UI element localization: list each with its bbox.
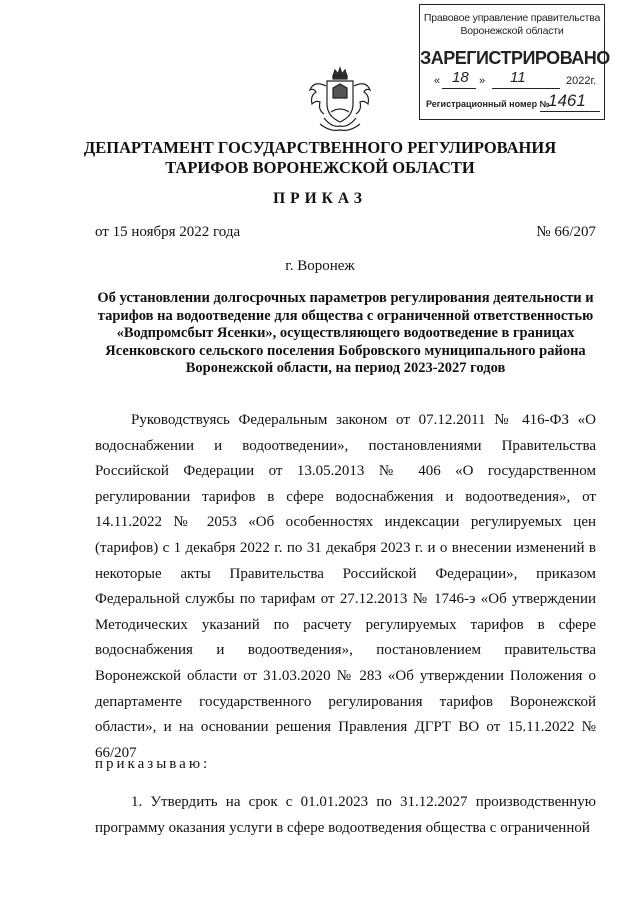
- stamp-date-day: 18: [452, 69, 469, 86]
- order-number: № 66/207: [536, 224, 596, 240]
- stamp-date-close-quote: »: [479, 75, 486, 87]
- stamp-reg-label: Регистрационный номер №: [426, 99, 550, 109]
- order-city: г. Воронеж: [285, 258, 355, 274]
- preamble-paragraph: Руководствуясь Федеральным законом от 07.12.2011 № 416-ФЗ «О водоснабжении и водоотведении», постановлениями Правительства Российской Федерации от 13.05.2013 № 406 «О государственном регулировании тарифов в сфере водоснабжения и водоотведения», от 14.11.2022 № 2053 «Об особенностях индексации регулируемых цен (тарифов) с 1 декабря 2022 г. по 31 декабря 2023 г. и о внесении изменений в некоторые акты Правительства Российской Федерации», приказом Федеральной службы по тарифам от 27.12.2013 № 1746-э «Об утверждении Методических указаний по расчету регулируемых тарифов в сфере водоснабжения и водоотведения», постановлением правительства Воронежской области от 31.03.2020 № 283 «Об утверждении Положения о департаменте государственного регулирования тарифов Воронежской области», и на основании решения Правления ДГРТ ВО от 15.11.2022 № 66/207: [95, 412, 596, 761]
- department-name: ДЕПАРТАМЕНТ ГОСУДАРСТВЕННОГО РЕГУЛИРОВАНИЯ ТАРИФОВ ВОРОНЕЖСКОЙ ОБЛАСТИ: [83, 138, 557, 177]
- order-word: приказываю:: [95, 756, 211, 772]
- order-date: от 15 ноября 2022 года: [95, 224, 241, 240]
- stamp-date-year: 2022г.: [566, 75, 597, 87]
- stamp-status: ЗАРЕГИСТРИРОВАНО: [420, 48, 610, 68]
- coat-of-arms-icon: [302, 66, 378, 136]
- stamp-reg-number: 1461: [548, 91, 586, 110]
- stamp-authority: Правовое управление правительства Воронежской области: [423, 12, 601, 37]
- stamp-reg-line: [540, 111, 600, 112]
- stamp-date-month-line: [492, 88, 560, 89]
- document-type: ПРИКАЗ: [273, 190, 367, 207]
- stamp-date-open-quote: «: [434, 75, 441, 87]
- order-subject: Об установлении долгосрочных параметров регулирования деятельности и тарифов на водоотведение для общества с ограниченной ответственностью «Водпромсбыт Ясенки», осуществляющего водоотведение в границах Ясенковского сельского поселения Бобровского муниципального района Воронежской области, на период 2023-2027 годов: [97, 290, 594, 376]
- order-item-1: 1. Утвердить на срок с 01.01.2023 по 31.12.2027 производственную программу оказания услуги в сфере водоотведения общества с ограниченной: [95, 794, 596, 836]
- stamp-date: [434, 69, 597, 91]
- stamp-date-month: 11: [510, 69, 526, 86]
- registration-stamp: [419, 4, 610, 120]
- stamp-date-day-line: [442, 88, 476, 89]
- order-body: [95, 408, 596, 766]
